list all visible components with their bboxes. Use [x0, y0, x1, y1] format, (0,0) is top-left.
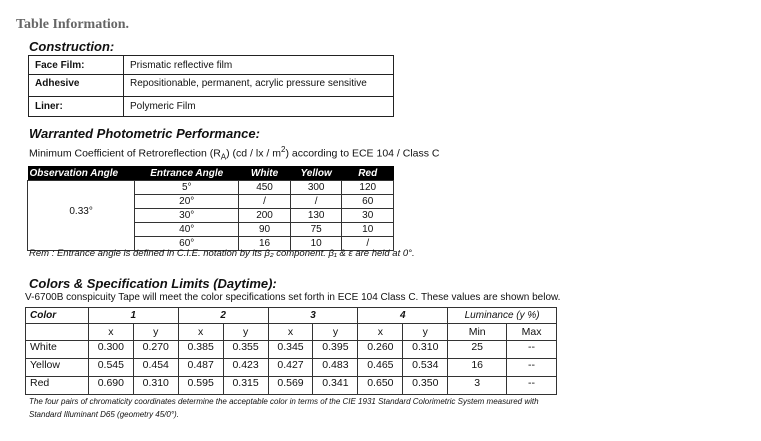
cell: 0.650	[358, 377, 403, 395]
page-title: Table Information.	[16, 17, 130, 32]
cell: 0.310	[133, 377, 178, 395]
photometric-heading: Warranted Photometric Performance:	[29, 126, 260, 141]
cell: 16	[239, 237, 291, 251]
table-row	[29, 97, 394, 117]
cell: 0.341	[313, 377, 358, 395]
cell: 120	[342, 181, 394, 195]
cell: 0.385	[178, 341, 223, 359]
cell: 130	[290, 209, 342, 223]
cell: 0.270	[133, 341, 178, 359]
photometric-remark: Rem : Entrance angle is defined in C.I.E. notation by its β₂ component. β₁ & ε are held at 0°.	[29, 248, 415, 259]
cell: --	[507, 359, 557, 377]
observation-angle: 0.33°	[28, 181, 135, 251]
cell: 0.300	[88, 341, 133, 359]
cell: 16	[448, 359, 507, 377]
header-row	[28, 166, 394, 181]
subheader-cell: y	[313, 324, 358, 341]
subtitle-sub: A	[220, 152, 227, 162]
subheader-cell: x	[358, 324, 403, 341]
cell: 0.355	[223, 341, 268, 359]
cell: 200	[239, 209, 291, 223]
cell: 450	[239, 181, 291, 195]
cell: 0.534	[403, 359, 448, 377]
cell: 30°	[135, 209, 239, 223]
subtitle-text: ) according to ECE 104 / Class C	[285, 147, 440, 160]
cell: 0.310	[403, 341, 448, 359]
cell: 0.545	[88, 359, 133, 377]
cell: 60	[342, 195, 394, 209]
colors-table	[25, 307, 557, 395]
cell: 25	[448, 341, 507, 359]
row-value: Prismatic reflective film	[124, 56, 394, 75]
color-name: White	[26, 341, 89, 359]
cell: 0.690	[88, 377, 133, 395]
header-cell: White	[239, 166, 291, 181]
subheader-cell: x	[178, 324, 223, 341]
row-key: Face Film:	[29, 56, 124, 75]
footnote-line-2: Standard Illuminant D65 (geometry 45/0°).	[29, 410, 179, 419]
header-cell: 1	[88, 308, 178, 324]
table-row	[26, 359, 557, 377]
cell: 0.454	[133, 359, 178, 377]
cell: 0.423	[223, 359, 268, 377]
photometric-subtitle	[29, 145, 440, 162]
subheader-cell: Min	[448, 324, 507, 341]
photometric-table	[27, 166, 394, 251]
cell: 0.315	[223, 377, 268, 395]
row-key: Liner:	[29, 97, 124, 117]
cell: 10	[342, 223, 394, 237]
empty-cell	[26, 324, 89, 341]
header-cell: 4	[358, 308, 448, 324]
subheader-cell: y	[403, 324, 448, 341]
cell: /	[290, 195, 342, 209]
subheader-cell: y	[223, 324, 268, 341]
colors-heading: Colors & Specification Limits (Daytime):	[29, 276, 277, 291]
header-cell: Yellow	[290, 166, 342, 181]
cell: 0.350	[403, 377, 448, 395]
cell: 0.483	[313, 359, 358, 377]
header-cell: Observation Angle	[28, 166, 135, 181]
cell: 90	[239, 223, 291, 237]
footnote-line-1: The four pairs of chromaticity coordinates determine the acceptable color in terms of the CIE 1931 Standard Colorimetric System measured with	[29, 397, 539, 406]
cell: --	[507, 341, 557, 359]
subtitle-text: ) (cd / lx / m	[226, 147, 281, 160]
cell: 20°	[135, 195, 239, 209]
subheader-cell: y	[133, 324, 178, 341]
cell: 0.427	[268, 359, 313, 377]
cell: /	[239, 195, 291, 209]
colors-subtitle: V-6700B conspicuity Tape will meet the color specifications set forth in ECE 104 Class C. These values are shown below.	[25, 292, 561, 303]
cell: 0.395	[313, 341, 358, 359]
cell: 0.345	[268, 341, 313, 359]
header-cell: 3	[268, 308, 358, 324]
cell: 0.487	[178, 359, 223, 377]
row-key: Adhesive	[29, 75, 124, 97]
table-row	[29, 75, 394, 97]
cell: 3	[448, 377, 507, 395]
color-name: Yellow	[26, 359, 89, 377]
cell: 10	[290, 237, 342, 251]
header-row	[26, 308, 557, 324]
cell: 5°	[135, 181, 239, 195]
subtitle-text: Minimum Coefficient of Retroreflection (R	[29, 147, 221, 160]
cell: --	[507, 377, 557, 395]
subtitle-sup: 2	[280, 145, 286, 154]
row-value: Repositionable, permanent, acrylic pressure sensitive	[124, 75, 394, 97]
subheader-cell: x	[88, 324, 133, 341]
subheader-cell: Max	[507, 324, 557, 341]
cell: 0.595	[178, 377, 223, 395]
table-row	[29, 56, 394, 75]
cell: 0.465	[358, 359, 403, 377]
table-row	[28, 181, 394, 195]
cell: 75	[290, 223, 342, 237]
cell: 0.569	[268, 377, 313, 395]
cell: 30	[342, 209, 394, 223]
header-cell: 2	[178, 308, 268, 324]
row-value: Polymeric Film	[124, 97, 394, 117]
subheader-cell: x	[268, 324, 313, 341]
table-row	[26, 377, 557, 395]
header-cell: Red	[342, 166, 394, 181]
table-row	[26, 341, 557, 359]
header-cell: Luminance (y %)	[448, 308, 557, 324]
subheader-row	[26, 324, 557, 341]
cell: 60°	[135, 237, 239, 251]
color-name: Red	[26, 377, 89, 395]
header-cell: Entrance Angle	[135, 166, 239, 181]
cell: 0.260	[358, 341, 403, 359]
construction-heading: Construction:	[29, 39, 115, 54]
cell: 300	[290, 181, 342, 195]
cell: /	[342, 237, 394, 251]
header-cell: Color	[26, 308, 89, 324]
cell: 40°	[135, 223, 239, 237]
construction-table	[28, 55, 394, 117]
